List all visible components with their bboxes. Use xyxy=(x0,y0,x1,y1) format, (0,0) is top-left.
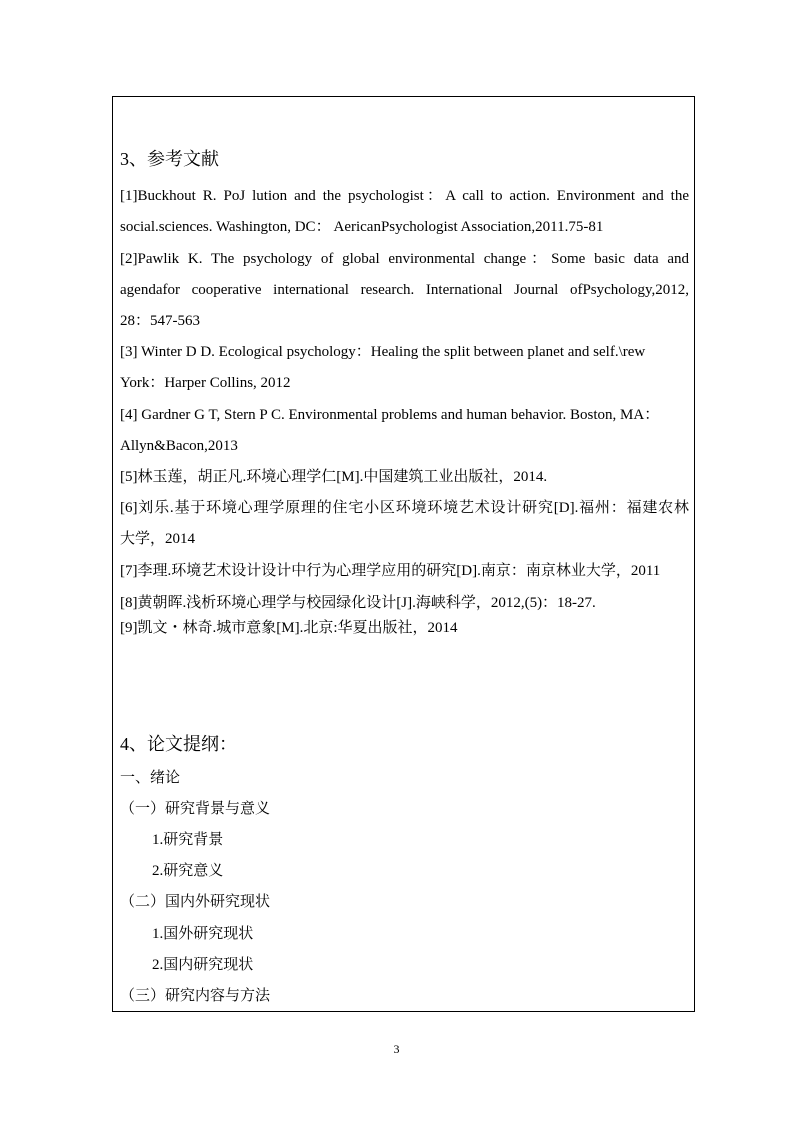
outline-heading: 4、论文提纲： xyxy=(120,734,237,754)
reference-line-15: [9]凯文・林奇.城市意象[M].北京:华夏出版社，2014 xyxy=(120,620,458,636)
reference-line-14: [8]黄朝晖.浅析环境心理学与校园绿化设计[J].海峡科学，2012,(5)：18-27. xyxy=(120,595,596,611)
outline-item-section-3: （三）研究内容与方法 xyxy=(120,988,271,1004)
reference-line-7: York：Harper Collins, 2012 xyxy=(120,375,291,391)
reference-line-12: 大学，2014 xyxy=(120,531,196,547)
outline-item-chapter-1: 一、绪论 xyxy=(120,770,181,786)
outline-item-section-1: （一）研究背景与意义 xyxy=(120,801,271,817)
reference-line-13: [7]李理.环境艺术设计设计中行为心理学应用的研究[D].南京：南京林业大学，2011 xyxy=(120,563,661,579)
reference-line-11: [6]刘乐.基于环境心理学原理的住宅小区环境环境艺术设计研究[D].福州：福建农林 xyxy=(120,500,689,516)
outline-item-sub-1: 1.研究背景 xyxy=(152,832,224,848)
outline-item-sub-4: 2.国内研究现状 xyxy=(152,957,254,973)
reference-line-4: agendafor cooperative international research. International Journal ofPsychology,2012, xyxy=(120,282,689,298)
reference-line-5: 28：547-563 xyxy=(120,313,200,329)
outline-item-section-2: （二）国内外研究现状 xyxy=(120,894,271,910)
references-heading: 3、参考文献 xyxy=(120,149,219,169)
outline-item-sub-2: 2.研究意义 xyxy=(152,863,224,879)
reference-line-8: [4] Gardner G T, Stern P C. Environmental problems and human behavior. Boston, MA： xyxy=(120,407,660,423)
outline-item-sub-3: 1.国外研究现状 xyxy=(152,926,254,942)
reference-line-2: social.sciences. Washington, DC： AericanPsychologist Association,2011.75-81 xyxy=(120,219,604,235)
reference-line-9: Allyn&Bacon,2013 xyxy=(120,438,238,454)
reference-line-3: [2]Pawlik K. The psychology of global environmental change：Some basic data and xyxy=(120,251,689,267)
page-number: 3 xyxy=(393,1042,400,1056)
reference-line-1: [1]Buckhout R. PoJ lution and the psychologist：A call to action. Environment and the xyxy=(120,188,689,204)
reference-line-10: [5]林玉莲，胡正凡.环境心理学仁[M].中国建筑工业出版社，2014. xyxy=(120,469,548,485)
reference-line-6: [3] Winter D D. Ecological psychology：Healing the split between planet and self.\rew xyxy=(120,344,646,360)
